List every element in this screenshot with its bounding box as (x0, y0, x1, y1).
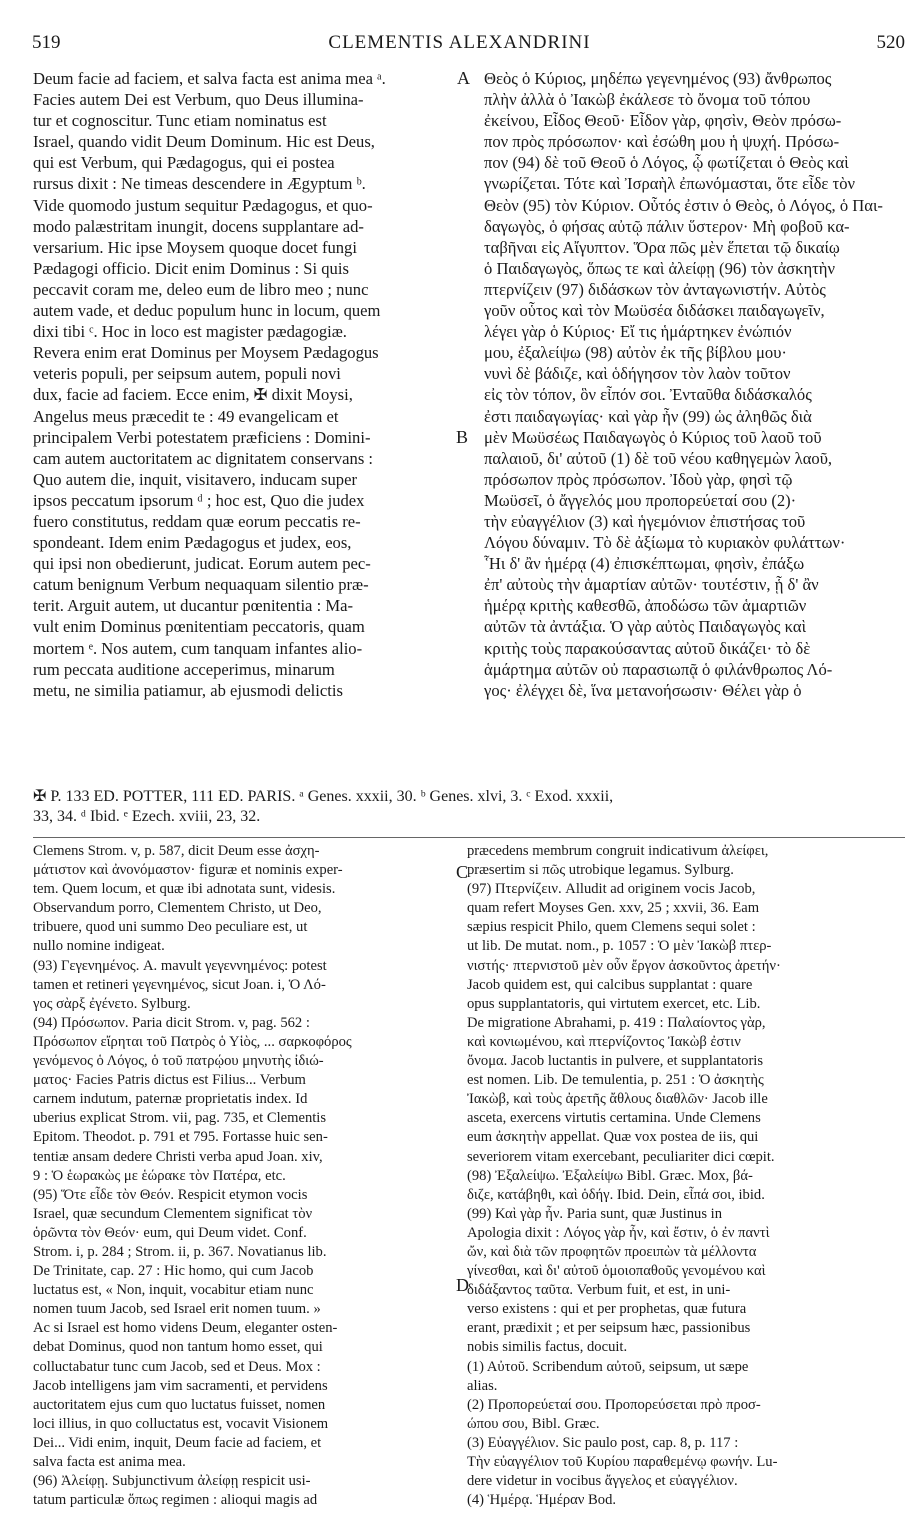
notes-right-column (467, 842, 907, 1510)
note-line: severiorem vitam exercebant, peculiariter dici cœpit. (467, 1148, 775, 1165)
text-line: εἰς τὸν τόπον, ὃν εἶπόν σοι. Ἐνταῦθα διδάσκαλός (484, 385, 812, 405)
note-line: γος σὰρξ ἐγένετο. Sylburg. (33, 995, 191, 1012)
note-line: διδάξαντος ταῦτα. Verbum fuit, et est, in uni- (467, 1282, 731, 1299)
text-line: αὐτῶν τὰ ἀντάξια. Ὁ γὰρ αὐτὸς Παιδαγωγὸς καὶ (484, 617, 807, 637)
note-line: ὁρῶντα τὸν Θεόν· eum, qui Deum videt. Conf. (33, 1224, 307, 1241)
note-line: asceta, exercens virtutis certamina. Unde Clemens (467, 1110, 761, 1127)
note-line: (1) Αὐτοῦ. Scribendum αὐτοῦ, seipsum, ut sæpe (467, 1358, 749, 1375)
note-line: tentiæ ansam dedere Christi verba apud Joan. xiv, (33, 1148, 323, 1165)
text-line: Λόγου δύναμιν. Τὸ δὲ ἀξίωμα τὸ κυριακὸν φυλάττων· (484, 533, 846, 553)
text-line: μου, ἐξαλείψω (98) αὐτὸν ἐκ τῆς βίβλου μου· (484, 343, 787, 363)
note-line: (2) Προπορεύεταί σου. Προπορεύσεται πρὸ προσ- (467, 1396, 761, 1413)
text-line: Μωϋσεῖ, ὁ ἄγγελός μου προπορεύεταί σου (2)· (484, 490, 797, 510)
note-line: dere videtur in vocibus ἄγγελος et εὐαγγέλιον. (467, 1473, 738, 1490)
text-line: Angelus meus præcedit te : 49 evangelicam et (33, 406, 339, 426)
text-line: peccavit coram me, deleo eum de libro meo ; nunc (33, 279, 369, 299)
note-line: 9 : Ὁ ἑωρακὼς με ἑώρακε τὸν Πατέρα, etc. (33, 1167, 286, 1184)
text-line: Deum facie ad faciem, et salva facta est anima mea ᵃ. (33, 69, 386, 88)
note-line: nobis similis factus, docuit. (467, 1339, 628, 1356)
note-line: nullo nomine indigeat. (33, 938, 165, 955)
reference-footnotes (33, 787, 905, 827)
text-line: πλὴν ἀλλὰ ὁ Ἰακὼβ ἐκάλεσε τὸ ὄνομα τοῦ τόπου (484, 90, 811, 110)
text-line: rum peccata auditione acceperimus, minarum (33, 659, 335, 679)
text-line: spondeant. Idem enim Pædagogus et judex, eos, (33, 533, 352, 553)
text-line: ὁ Παιδαγωγὸς, ὅπως τε καὶ ἀλείφῃ (96) τὸν ἀσκητὴν (484, 258, 835, 278)
margin-letter-d: D (456, 1275, 469, 1295)
text-line: Revera enim erat Dominus per Moysem Pædagogus (33, 343, 379, 363)
text-line: tur et cognoscitur. Tunc etiam nominatus est (33, 111, 327, 131)
note-line: sæpius respicit Philo, quem Clemens sequi solet : (467, 919, 756, 936)
note-line: opus supplantatoris, qui virtutem exercet, etc. Lib. (467, 995, 761, 1012)
note-line: est nomen. Lib. De temulentia, p. 251 : Ὁ ἀσκητὴς (467, 1072, 764, 1089)
note-line: ut lib. De mutat. nom., p. 1057 : Ὁ μὲν Ἰακὼβ πτερ- (467, 938, 772, 955)
text-line: ipsos peccatum ipsorum ᵈ ; hoc est, Quo die judex (33, 490, 365, 510)
note-line: tamen et retineri γεγενημένος, sicut Joan. i, Ὁ Λό- (33, 976, 326, 993)
main-greek-column (484, 68, 904, 701)
note-line: Jacob intelligens jam vim sacramenti, et pervidens (33, 1377, 328, 1394)
note-line: Πρόσωπον εἴρηται τοῦ Πατρὸς ὁ Υἱὸς, ... σαρκοφόρος (33, 1033, 352, 1050)
page-number-right: 520 (876, 32, 905, 53)
note-line: alias. (467, 1377, 498, 1394)
note-line: eum ἀσκητὴν appellat. Quæ vox postea de iis, qui (467, 1129, 759, 1146)
text-line: dixi tibi ᶜ. Hoc in loco est magister pædagogiæ. (33, 322, 347, 342)
footnote-line: 33, 34. ᵈ Ibid. ᵉ Ezech. xviii, 23, 32. (33, 808, 261, 825)
note-line: (98) Ἐξαλείψω. Ἐξαλείψω Bibl. Græc. Mox, βά- (467, 1167, 753, 1184)
note-line: auctoritatem ejus cum quo luctatus fuisset, nomen (33, 1396, 326, 1413)
note-line: Τὴν εὐαγγέλιον τοῦ Κυρίου παραθεμένῳ φωνήν. Lu- (467, 1454, 778, 1470)
note-line: νιστής· πτερνιστοῦ μὲν οὖν ἔργον ἀσκοῦντος ἀρετήν· (467, 957, 781, 974)
text-line: ἡμέρᾳ κριτὴς καθεσθῶ, ἀποδώσω τῶν ἁμαρτιῶν (484, 596, 807, 616)
text-line: Israel, quando vidit Deum Dominum. Hic est Deus, (33, 132, 375, 152)
note-line: De migratione Abrahami, p. 419 : Παλαίοντος γὰρ, (467, 1014, 766, 1031)
text-line: ἐπ' αὐτοὺς τὴν ἁμαρτίαν αὐτῶν· τουτέστιν, ᾗ δ' ἂν (484, 575, 819, 595)
text-line: rursus dixit : Ne timeas descendere in Ægyptum ᵇ. (33, 174, 366, 194)
text-line: πρόσωπον πρὸς πρόσωπον. Ἰδοὺ γὰρ, φησὶ τῷ (484, 469, 793, 489)
text-line: autem vade, et deduc populum hunc in locum, quem (33, 301, 381, 321)
text-line: κριτὴς τοὺς παρακούσαντας αὐτοῦ δικάζει· τὸ δὲ (484, 638, 811, 658)
note-line: ὤν, καὶ διὰ τῶν προφητῶν προειπὼν τὰ μέλλοντα (467, 1243, 757, 1260)
note-line: Ἰακὼβ, καὶ τοὺς ἀρετῆς ἄθλους διαθλῶν· Jacob ille (467, 1091, 768, 1108)
text-line: mortem ᵉ. Nos autem, cum tanquam infantes alio- (33, 638, 363, 658)
note-line: debat Dominus, quod non tantum homo esset, qui (33, 1339, 323, 1356)
footnote-line: ✠ P. 133 ED. POTTER, 111 ED. PARIS. ᵃ Genes. xxxii, 30. ᵇ Genes. xlvi, 3. ᶜ Exod. xxxii, (33, 788, 614, 805)
text-line: principalem Verbi potestatem præficiens : Domini- (33, 427, 371, 447)
note-line: (93) Γεγενημένος. A. mavult γεγεννημένος: potest (33, 957, 327, 974)
text-line: Ἧι δ' ἂν ἡμέρᾳ (4) ἐπισκέπτωμαι, φησὶν, ἐπάξω (484, 554, 805, 574)
note-line: nomen tuum Jacob, sed Israel erit nomen tuum. » (33, 1301, 321, 1318)
note-line: præcedens membrum congruit indicativum ἀλείφει, (467, 843, 769, 859)
note-line: luctatus est, « Non, inquit, vocabitur etiam nunc (33, 1282, 314, 1299)
text-line: terit. Arguit autem, ut ducantur pœnitentia : Ma- (33, 596, 353, 616)
main-latin-column (33, 68, 455, 701)
note-line: (4) Ἡμέρᾳ. Ἡμέραν Bod. (467, 1492, 617, 1509)
text-line: metu, ne similia patiamur, ab ejusmodi delictis (33, 680, 343, 700)
note-line: verso existens : qui et per prophetas, quæ futura (467, 1301, 747, 1318)
note-line: μάτιστον καὶ ἀνονόμαστον· figuræ et nominis exper- (33, 862, 343, 879)
text-line: πον (94) δὲ τοῦ Θεοῦ ὁ Λόγος, ᾧ φωτίζεται ὁ Θεὸς καὶ (484, 153, 849, 173)
note-line: De Trinitate, cap. 27 : Hic homo, qui cum Jacob (33, 1263, 314, 1280)
note-line: γενόμενος ὁ Λόγος, ὁ τοῦ πατρῴου μηνυτὴς ἰδιώ- (33, 1053, 324, 1070)
text-line: Θεὸν (95) τὸν Κύριον. Οὗτός ἐστιν ὁ Θεὸς, ὁ Λόγος, ὁ Παι- (484, 195, 883, 215)
margin-letter-a: A (457, 68, 470, 88)
text-line: παλαιοῦ, δι' αὐτοῦ (1) δὲ τοῦ νέου καθηγεμὼν λαοῦ, (484, 448, 833, 468)
note-line: Epitom. Theodot. p. 791 et 795. Fortasse huic sen- (33, 1129, 328, 1146)
text-line: Θεὸς ὁ Κύριος, μηδέπω γεγενημένος (93) ἄνθρωπος (484, 69, 832, 88)
note-line: carnem indutum, paternæ proprietatis index. Id (33, 1091, 308, 1108)
text-line: modo palæstritam inungit, docens supplantare ad- (33, 216, 364, 236)
text-line: versarium. Hic ipse Moysem quoque docet fungi (33, 237, 357, 257)
text-line: μὲν Μωϋσέως Παιδαγωγὸς ὁ Κύριος τοῦ λαοῦ τοῦ (484, 427, 822, 447)
page-number-left: 519 (32, 32, 61, 53)
note-line: tribuere, quod uni summo Deo peculiare est, ut (33, 919, 308, 936)
notes-left-column (33, 842, 455, 1510)
margin-letter-b: B (456, 427, 469, 447)
note-line: ματος· Facies Patris dictus est Filius... Verbum (33, 1072, 306, 1089)
note-line: præsertim si πῶς utrobique legamus. Sylburg. (467, 862, 734, 879)
note-line: (94) Πρόσωπον. Paria dicit Strom. v, pag. 562 : (33, 1014, 310, 1031)
note-line: Strom. i, p. 284 ; Strom. ii, p. 367. Novatianus lib. (33, 1243, 327, 1260)
note-line: (99) Καὶ γὰρ ἦν. Paria sunt, quæ Justinus in (467, 1205, 723, 1222)
note-line: (95) Ὅτε εἶδε τὸν Θεόν. Respicit etymon vocis (33, 1186, 308, 1203)
note-line: ὄνομα. Jacob luctantis in pulvere, et supplantatoris (467, 1053, 764, 1070)
text-line: ἐστι παιδαγωγίας· καὶ γὰρ ἦν (99) ὡς ἀληθῶς διὰ (484, 406, 812, 426)
text-line: qui ipsi non obedierunt, judicat. Eorum autem pec- (33, 554, 371, 574)
note-line: γίνεσθαι, καὶ δι' αὐτοῦ ὁμοιοπαθοῦς γενομένου καὶ (467, 1263, 766, 1280)
note-line: salva facta est anima mea. (33, 1454, 186, 1470)
text-line: cam autem auctoritatem ac dignitatem conservans : (33, 448, 374, 468)
note-line: (3) Εὐαγγέλιον. Sic paulo post, cap. 8, p. 117 : (467, 1434, 739, 1451)
text-line: λέγει γὰρ ὁ Κύριος· Εἴ τις ἡμάρτηκεν ἐνώπιόν (484, 322, 792, 342)
note-line: quam refert Moyses Gen. xxv, 25 ; xxvii, 36. Eam (467, 900, 760, 917)
text-line: catum benignum Verbum nequaquam silentio præ- (33, 575, 369, 595)
text-line: πτερνίζειν (97) διδάσκων τὸν ἀνταγωνιστήν. Αὐτὸς (484, 279, 826, 299)
note-line: uberius explicat Strom. vii, pag. 735, et Clementis (33, 1110, 327, 1127)
text-line: ἐκείνου, Εἶδος Θεοῦ· Εἶδον γὰρ, φησὶν, Θεὸν πρόσω- (484, 111, 842, 131)
note-line: Jacob quidem est, qui calcibus supplantat : quare (467, 976, 753, 993)
note-line: Israel, quæ secundum Clementem significat τὸν (33, 1205, 313, 1222)
text-line: δαγωγὸς, ὁ φήσας αὐτῷ πάλιν ὕστερον· Μὴ φοβοῦ κα- (484, 216, 850, 236)
text-line: Quo autem die, inquit, visitavero, inducam super (33, 469, 357, 489)
text-line: Pædagogi officio. Dicit enim Dominus : Si quis (33, 258, 349, 278)
text-line: fuero constitutus, reddam quæ eorum peccatis re- (33, 511, 361, 531)
footnote-divider (33, 837, 905, 838)
text-line: νυνὶ δὲ βάδιζε, καὶ ὁδήγησον τὸν λαὸν τοῦτον (484, 364, 791, 384)
text-line: dux, facie ad faciem. Ecce enim, ✠ dixit Moysi, (33, 385, 353, 405)
note-line: Ac si Israel est homo videns Deum, eleganter osten- (33, 1320, 338, 1337)
page-header (0, 30, 919, 60)
note-line: erant, prædixit ; et per seipsum hæc, passionibus (467, 1320, 751, 1337)
text-line: veteris populi, per seipsum autem, populi novi (33, 364, 341, 384)
running-title: CLEMENTIS ALEXANDRINI (328, 32, 591, 53)
text-line: ταβῆναι εἰς Αἴγυπτον. Ὅρα πῶς μὲν ἕπεται τῷ δικαίῳ (484, 237, 840, 257)
note-line: Apologia dixit : Λόγος γὰρ ἦν, καὶ ἔστιν, ὁ ἐν παντὶ (467, 1224, 770, 1241)
text-line: γνωρίζεται. Τότε καὶ Ἰσραὴλ ἐπωνόμασται, ὅτε εἶδε τὸν (484, 174, 856, 194)
text-line: τὴν εὐαγγέλιον (3) καὶ ἡγεμόνιον ἐπιστήσας τοῦ (484, 511, 806, 531)
note-line: colluctabatur tunc cum Jacob, sed et Deus. Mox : (33, 1358, 321, 1375)
note-line: tem. Quem locum, et quæ ibi adnotata sunt, videsis. (33, 881, 336, 898)
text-line: Facies autem Dei est Verbum, quo Deus illumina- (33, 90, 364, 110)
text-line: Vide quomodo justum sequitur Pædagogus, et quo- (33, 195, 373, 215)
text-line: πον πρὸς πρόσωπον· καὶ ἐσώθη μου ἡ ψυχή. Πρόσω- (484, 132, 840, 152)
note-line: καὶ κονιωμένου, καὶ πτερνίζοντος Ἰακὼβ ἐστιν (467, 1033, 741, 1050)
note-line: Clemens Strom. v, p. 587, dicit Deum esse ἀσχη- (33, 843, 320, 859)
margin-letter-c: C (456, 862, 469, 882)
text-line: γοῦν οὗτος καὶ τὸν Μωϋσέα διδάσκει παιδαγωγεῖν, (484, 301, 825, 321)
note-line: διζε, κατάβηθι, καὶ ὁδήγ. Ibid. Dein, εἶπά σοι, ibid. (467, 1186, 765, 1203)
note-line: (97) Πτερνίζειν. Alludit ad originem vocis Jacob, (467, 881, 756, 898)
note-line: ώπου σου, Bibl. Græc. (467, 1415, 600, 1432)
text-line: vult enim Dominus pœnitentiam peccatoris, quam (33, 617, 365, 637)
text-line: ἁμάρτημα αὐτῶν οὐ παρασιωπᾷ ὁ φιλάνθρωπος Λό- (484, 659, 833, 679)
note-line: loci illius, in quo colluctatus est, vocavit Visionem (33, 1415, 329, 1432)
text-line: qui est Verbum, qui Pædagogus, qui ei postea (33, 153, 335, 173)
note-line: Dei... Vidi enim, inquit, Deum facie ad faciem, et (33, 1434, 322, 1451)
text-line: γος· ἐλέγχει δὲ, ἵνα μετανοήσωσιν· Θέλει γὰρ ὁ (484, 680, 802, 700)
note-line: Observandum porro, Clementem Christo, ut Deo, (33, 900, 322, 917)
note-line: (96) Ἀλείφῃ. Subjunctivum ἀλείφῃ respicit usi- (33, 1473, 311, 1490)
note-line: tatum particulæ ὅπως regimen : alioqui magis ad (33, 1492, 318, 1509)
